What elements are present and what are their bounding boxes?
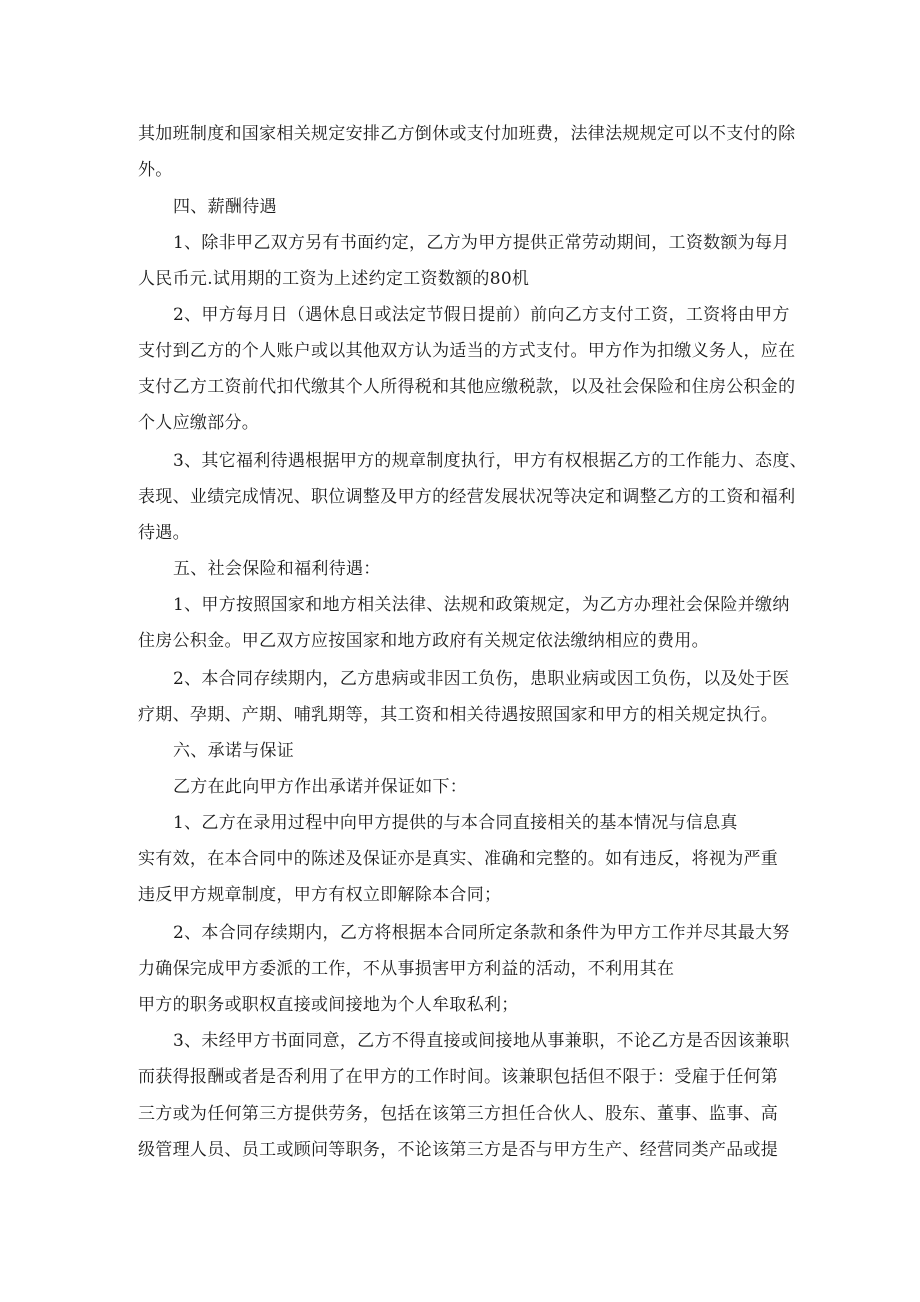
text-line: 待遇。 (138, 523, 190, 543)
text-line: 违反甲方规章制度，甲方有权立即解除本合同； (138, 885, 502, 905)
text-line: 3、未经甲方书面同意，乙方不得直接或间接地从事兼职，不论乙方是否因该兼职 (173, 1031, 790, 1051)
text-line: 实有效，在本合同中的陈述及保证亦是真实、准确和完整的。如有违反，将视为严重 (138, 849, 779, 869)
text-line: 支付到乙方的个人账户或以其他双方认为适当的方式支付。甲方作为扣缴义务人，应在 (138, 341, 796, 361)
text-line: 外。 (138, 160, 173, 180)
text-line: 其加班制度和国家相关规定安排乙方倒休或支付加班费，法律法规规定可以不支付的除 (138, 124, 796, 144)
text-line: 个人应缴部分。 (138, 413, 260, 433)
text-line: 2、本合同存续期内，乙方患病或非因工负伤，患职业病或因工负伤，以及处于医 (173, 669, 790, 689)
text-line: 而获得报酬或者是否利用了在甲方的工作时间。该兼职包括但不限于：受雇于任何第 (138, 1067, 779, 1087)
text-line: 3、其它福利待遇根据甲方的规章制度执行，甲方有权根据乙方的工作能力、态度、 (173, 451, 807, 471)
text-line: 人民币元.试用期的工资为上述约定工资数额的80机 (138, 269, 530, 289)
text-line: 表现、业绩完成情况、职位调整及甲方的经营发展状况等决定和调整乙方的工资和福利 (138, 487, 796, 507)
text-line: 1、除非甲乙双方另有书面约定，乙方为甲方提供正常劳动期间，工资数额为每月 (173, 233, 790, 253)
section-heading: 五、社会保险和福利待遇： (173, 559, 381, 579)
section-heading: 六、承诺与保证 (173, 741, 295, 761)
text-line: 2、甲方每月日（遇休息日或法定节假日提前）前向乙方支付工资，工资将由甲方 (173, 305, 790, 325)
text-line: 支付乙方工资前代扣代缴其个人所得税和其他应缴税款，以及社会保险和住房公积金的 (138, 377, 796, 397)
text-line: 疗期、孕期、产期、哺乳期等，其工资和相关待遇按照国家和甲方的相关规定执行。 (138, 705, 779, 725)
text-line: 力确保完成甲方委派的工作，不从事损害甲方利益的活动，不利用其在 (138, 959, 675, 979)
text-line: 1、乙方在录用过程中向甲方提供的与本合同直接相关的基本情况与信息真 (173, 813, 738, 833)
text-line: 级管理人员、员工或顾问等职务，不论该第三方是否与甲方生产、经营同类产品或提 (138, 1140, 779, 1160)
text-line: 甲方的职务或职权直接或间接地为个人牟取私利； (138, 995, 519, 1015)
section-heading: 四、薪酬待遇 (173, 197, 277, 217)
text-line: 1、甲方按照国家和地方相关法律、法规和政策规定，为乙方办理社会保险并缴纳 (173, 595, 790, 615)
text-line: 住房公积金。甲乙双方应按国家和地方政府有关规定依法缴纳相应的费用。 (138, 631, 709, 651)
text-line: 乙方在此向甲方作出承诺并保证如下： (173, 777, 468, 797)
text-line: 2、本合同存续期内，乙方将根据本合同所定条款和条件为甲方工作并尽其最大努 (173, 923, 790, 943)
text-line: 三方或为任何第三方提供劳务，包括在该第三方担任合伙人、股东、董事、监事、高 (138, 1104, 779, 1124)
